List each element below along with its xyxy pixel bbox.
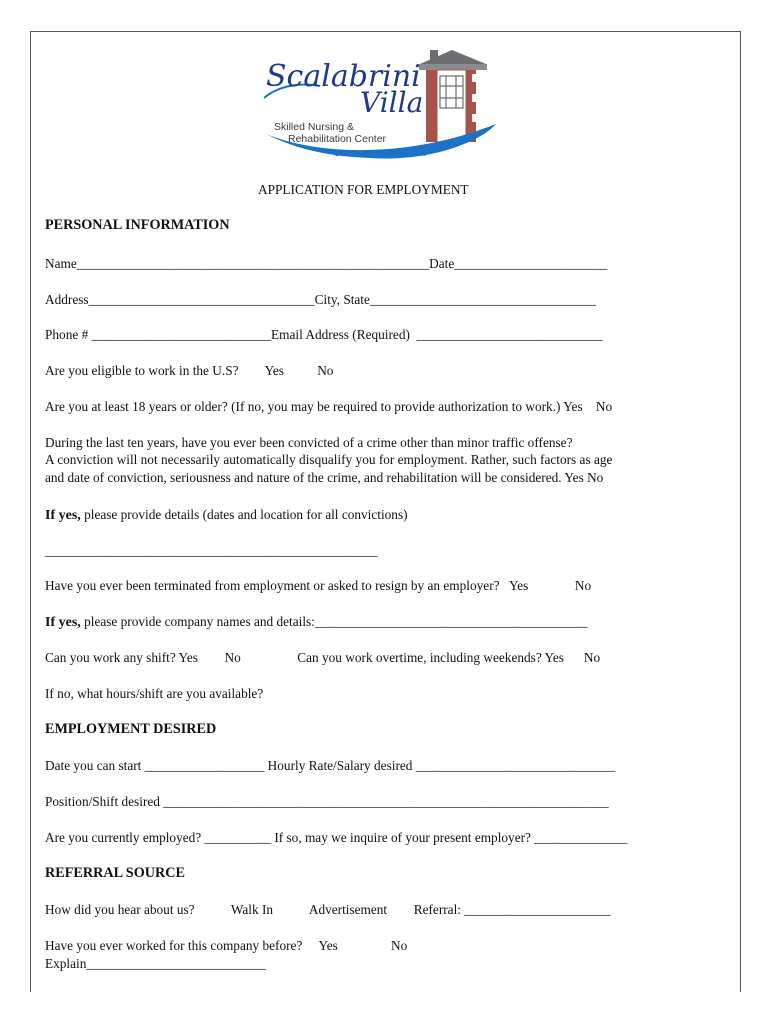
- logo-sub-line3: ON NARRAGANSETT BAY: [334, 149, 428, 158]
- conviction-details-prompt: [45, 507, 408, 524]
- conviction-question-line3[interactable]: and date of conviction, seriousness and nature of the crime, and rehabilitation will be considered. Yes No: [45, 470, 604, 485]
- terminated-question[interactable]: Have you ever been terminated from employment or asked to resign by an employer? Yes No: [45, 578, 592, 593]
- tower-icon: [419, 50, 487, 142]
- logo-sub-line1: Skilled Nursing &: [274, 121, 354, 133]
- logo-name-line2: Villa: [360, 86, 424, 119]
- how-heard-question[interactable]: How did you hear about us? Walk In Advertisement Referral: ______________________: [45, 902, 611, 917]
- if-yes-label: If yes,: [45, 508, 81, 523]
- phone-email-field[interactable]: Phone # ___________________________Email Address (Required) ____________________________: [45, 327, 603, 342]
- logo-name-line1: Scalabrini: [266, 59, 421, 94]
- position-shift-field[interactable]: Position/Shift desired ___________________________________________________________________: [45, 794, 609, 809]
- currently-employed-field[interactable]: Are you currently employed? __________ If so, may we inquire of your present employer? ______________: [45, 830, 628, 845]
- company-details-field: [45, 614, 587, 631]
- logo-sub-line2: Rehabilitation Center: [288, 133, 387, 145]
- eligible-question[interactable]: Are you eligible to work in the U.S? Yes No: [45, 363, 334, 378]
- if-yes-label: If yes,: [45, 615, 81, 630]
- scalabrini-villa-logo: [260, 46, 500, 166]
- company-details-text[interactable]: please provide company names and details:_________________________________________: [80, 614, 588, 629]
- conviction-details-field[interactable]: __________________________________________________: [45, 543, 378, 558]
- hours-available-question[interactable]: If no, what hours/shift are you available?: [45, 686, 264, 701]
- section-personal-information: PERSONAL INFORMATION: [45, 217, 230, 233]
- start-date-rate-field[interactable]: Date you can start __________________ Hourly Rate/Salary desired ______________________________: [45, 758, 616, 773]
- name-date-field[interactable]: Name_____________________________________________________Date_______________________: [45, 256, 608, 271]
- shift-overtime-question[interactable]: Can you work any shift? Yes No Can you work overtime, including weekends? Yes No: [45, 650, 601, 665]
- conviction-question-line2: A conviction will not necessarily automatically disqualify you for employment. Rather, such factors as age: [45, 452, 613, 467]
- address-city-field[interactable]: Address__________________________________City, State__________________________________: [45, 292, 596, 307]
- section-employment-desired: EMPLOYMENT DESIRED: [45, 721, 217, 737]
- conviction-question-line1: During the last ten years, have you ever been convicted of a crime other than minor traffic offense?: [45, 435, 573, 450]
- document-title: APPLICATION FOR EMPLOYMENT: [258, 182, 469, 197]
- explain-field[interactable]: Explain___________________________: [45, 956, 266, 971]
- age-question[interactable]: Are you at least 18 years or older? (If no, you may be required to provide authorization to work.) Yes No: [45, 399, 613, 414]
- conviction-details-text: please provide details (dates and location for all convictions): [80, 507, 408, 522]
- worked-before-question[interactable]: Have you ever worked for this company before? Yes No: [45, 938, 408, 953]
- section-referral-source: REFERRAL SOURCE: [45, 865, 185, 881]
